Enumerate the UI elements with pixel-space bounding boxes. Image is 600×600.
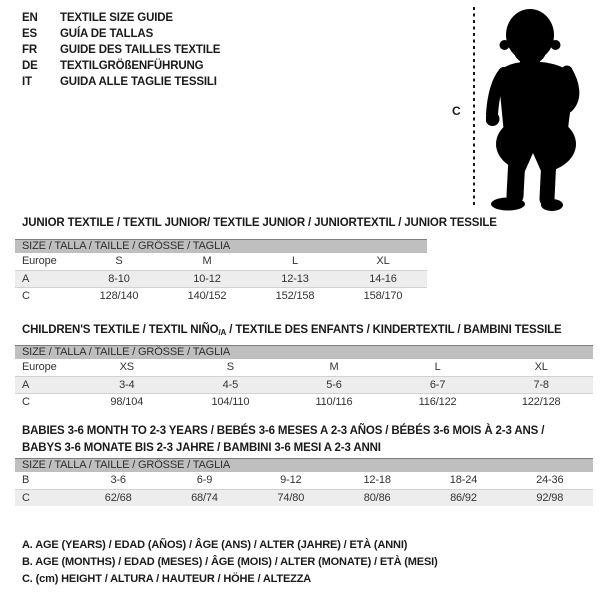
footnote-a: A. AGE (YEARS) / EDAD (AÑOS) / ÂGE (ANS) / ALTER (JAHRE) / ETÀ (ANNI) (22, 539, 408, 551)
table-row (15, 359, 593, 376)
table-cell: M (329, 361, 339, 373)
lang-row-de (22, 58, 220, 74)
table-cell: 14-16 (369, 273, 397, 285)
table-cell: 104/110 (211, 396, 250, 408)
table-cell: 152/158 (275, 290, 315, 302)
lang-row-it (22, 74, 220, 90)
table-cell: 140/152 (187, 290, 227, 302)
row-label: B (22, 474, 30, 486)
row-label: C (22, 396, 30, 408)
row-label: A (22, 273, 30, 285)
table-cell: 116/122 (418, 396, 457, 408)
table-cell: S (115, 255, 123, 267)
children-size-table (15, 345, 593, 410)
row-label: C (22, 290, 30, 302)
legend-footnotes (22, 537, 438, 588)
lang-row-en (22, 10, 220, 26)
row-label: Europe (22, 361, 57, 373)
children-title-text: / TEXTILE DES ENFANTS / KINDERTEXTIL / BAMBINI TESSILE (226, 324, 562, 336)
table-cell: 9-12 (280, 474, 302, 486)
table-cell: 110/116 (315, 396, 353, 408)
table-row (15, 287, 427, 304)
table-cell: 10-12 (193, 273, 221, 285)
table-cell: L (434, 361, 441, 373)
footnote-b: B. AGE (MONTHS) / EDAD (MESES) / ÂGE (MOIS) / ALTER (MONATE) / ETÀ (MESI) (22, 556, 438, 568)
table-cell: 24-36 (536, 474, 564, 486)
babies-title-line2: BABYS 3-6 MONATE BIS 2-3 JAHRE / BAMBINI 3-6 MESI A 2-3 ANNI (22, 442, 381, 454)
table-cell: 128/140 (99, 290, 139, 302)
table-cell: XL (376, 255, 390, 267)
table-row (15, 253, 427, 270)
row-label: C (22, 492, 30, 504)
table-cell: 74/80 (277, 492, 305, 504)
height-dashed-line (473, 7, 475, 207)
table-row (15, 393, 593, 410)
table-row (15, 489, 593, 506)
table-cell: 6-9 (196, 474, 213, 486)
table-cell: S (226, 361, 234, 373)
table-cell: 98/104 (110, 396, 144, 408)
lang-code: ES (22, 28, 38, 40)
table-cell: 18-24 (449, 474, 478, 486)
table-cell: 3-4 (119, 379, 135, 391)
size-header-bar: SIZE / TALLA / TAILLE / GRÖSSE / TAGLIA (15, 345, 593, 359)
lang-title: TEXTILE SIZE GUIDE (60, 12, 173, 24)
junior-size-table (15, 239, 427, 304)
table-cell: 122/128 (521, 396, 561, 408)
table-cell: 7-8 (533, 379, 549, 391)
table-cell: 92/98 (536, 492, 564, 504)
children-title-subscript: /A (218, 328, 227, 337)
lang-title: GUIDA ALLE TAGLIE TESSILI (60, 76, 217, 88)
table-row (15, 376, 593, 393)
table-cell: 86/92 (450, 492, 477, 504)
size-header-bar: SIZE / TALLA / TAILLE / GRÖSSE / TAGLIA (15, 458, 593, 472)
table-row (15, 472, 593, 489)
table-cell: M (202, 255, 212, 267)
lang-row-es (22, 26, 220, 42)
babies-table-title (22, 423, 544, 457)
language-title-list (22, 10, 220, 90)
babies-size-table (15, 458, 593, 506)
footnote-c: C. (cm) HEIGHT / ALTURA / HAUTEUR / HÖHE / ALTEZZA (22, 573, 312, 585)
table-cell: 68/74 (191, 492, 218, 504)
row-label: Europe (22, 255, 57, 267)
table-cell: 12-13 (281, 273, 309, 285)
table-cell: 8-10 (108, 273, 130, 285)
table-cell: 4-5 (222, 379, 239, 391)
table-cell: 80/86 (363, 492, 391, 504)
babies-title-line1: BABIES 3-6 MONTH TO 2-3 YEARS / BEBÉS 3-6 MESES A 2-3 AÑOS / BÉBÉS 3-6 MOIS À 2-3 ANS / (22, 425, 545, 437)
lang-title: GUIDE DES TAILLES TEXTILE (60, 44, 221, 56)
table-cell: 6-7 (429, 379, 446, 391)
table-cell: 5-6 (326, 379, 342, 391)
lang-code: EN (22, 12, 38, 24)
lang-code: FR (22, 44, 38, 56)
lang-code: DE (22, 60, 38, 72)
children-table-title (22, 322, 562, 341)
baby-silhouette-icon (486, 7, 593, 211)
table-row (15, 270, 427, 287)
table-cell: 158/170 (363, 290, 403, 302)
lang-title: GUÍA DE TALLAS (60, 28, 154, 40)
row-label: A (22, 379, 30, 391)
children-title-text: CHILDREN'S TEXTILE / TEXTIL NIÑO (22, 324, 219, 336)
lang-title: TEXTILGRÖßENFÜHRUNG (60, 60, 204, 72)
table-cell: L (292, 255, 298, 267)
table-cell: 3-6 (110, 474, 126, 486)
height-measure-label: C (452, 104, 461, 118)
table-cell: 12-18 (363, 474, 391, 486)
size-header-bar: SIZE / TALLA / TAILLE / GRÖSSE / TAGLIA (15, 239, 427, 253)
lang-row-fr (22, 42, 220, 58)
table-cell: XL (534, 361, 548, 373)
lang-code: IT (22, 76, 32, 88)
junior-table-title: JUNIOR TEXTILE / TEXTIL JUNIOR/ TEXTILE JUNIOR / JUNIORTEXTIL / JUNIOR TESSILE (22, 217, 497, 229)
table-cell: 62/68 (104, 492, 132, 504)
table-cell: XS (119, 361, 134, 373)
